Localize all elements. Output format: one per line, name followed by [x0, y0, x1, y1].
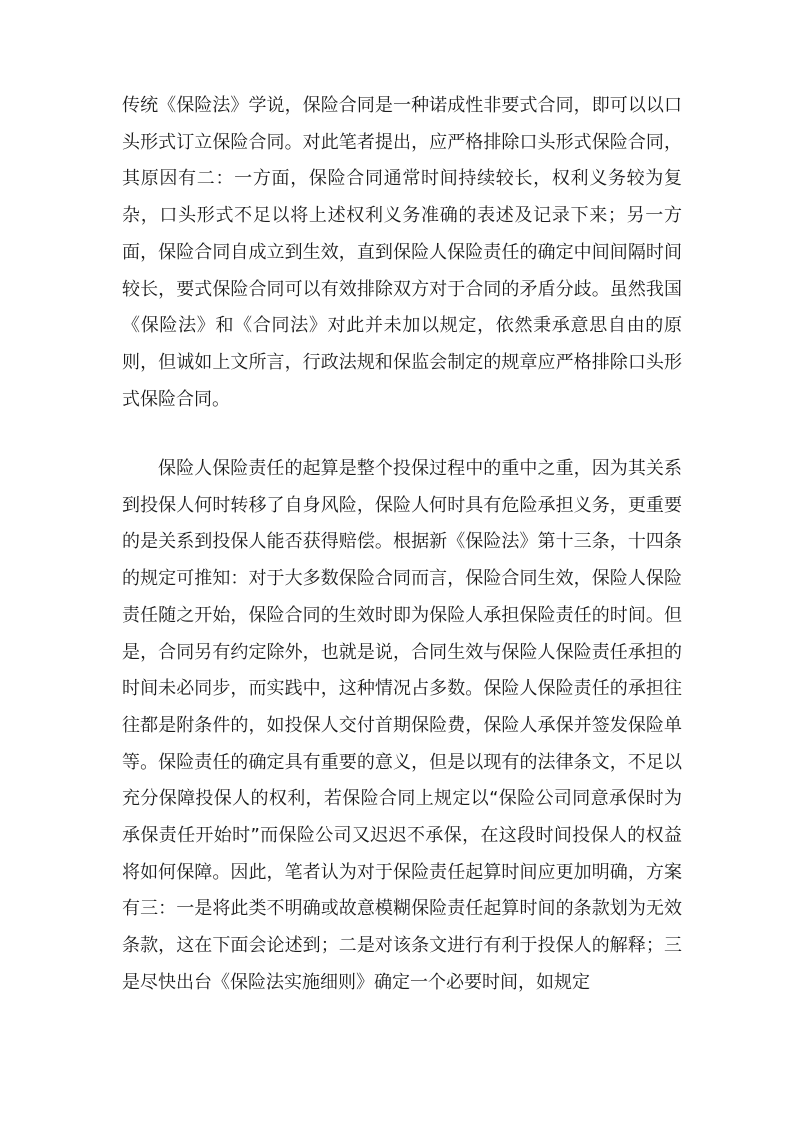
paragraph-liability-start: 保险人保险责任的起算是整个投保过程中的重中之重，因为其关系到投保人何时转移了自身风险，保险人何时具有危险承担义务，更重要的是关系到投保人能否获得赔偿。根据新《保险法》第十三条，十四条的规定可推知：对于大多数保险合同而言，保险合同生效，保险人保险责任随之开始，保险合同的生效时即为保险人承担保险责任的时间。但是，合同另有约定除外，也就是说，合同生效与保险人保险责任承担的时间未必同步，而实践中，这种情况占多数。保险人保险责任的承担往往都是附条件的，如投保人交付首期保险费，保险人承保并签发保险单等。保险责任的确定具有重要的意义，但是以现有的法律条文，不足以充分保障投保人的权利，若保险合同上规定以“保险公司同意承保时为承保责任开始时”而保险公司又迟迟不承保，在这段时间投保人的权益将如何保障。因此，笔者认为对于保险责任起算时间应更加明确，方案有三：一是将此类不明确或故意模糊保险责任起算时间的条款划为无效条款，这在下面会论述到；二是对该条文进行有利于投保人的解释；三是尽快出台《保险法实施细则》确定一个必要时间，如规定 [122, 458, 682, 993]
paragraph-oral-contract: 传统《保险法》学说，保险合同是一种诺成性非要式合同，即可以以口头形式订立保险合同。对此笔者提出，应严格排除口头形式保险合同，其原因有二：一方面，保险合同通常时间持续较长，权利义务较为复杂，口头形式不足以将上述权利义务准确的表述及记录下来；另一方面，保险合同自成立到生效，直到保险人保险责任的确定中间间隔时间较长，要式保险合同可以有效排除双方对于合同的矛盾分歧。虽然我国《保险法》和《合同法》对此并未加以规定，依然秉承意思自由的原则，但诚如上文所言，行政法规和保监会制定的规章应严格排除口头形式保险合同。 [122, 95, 682, 410]
